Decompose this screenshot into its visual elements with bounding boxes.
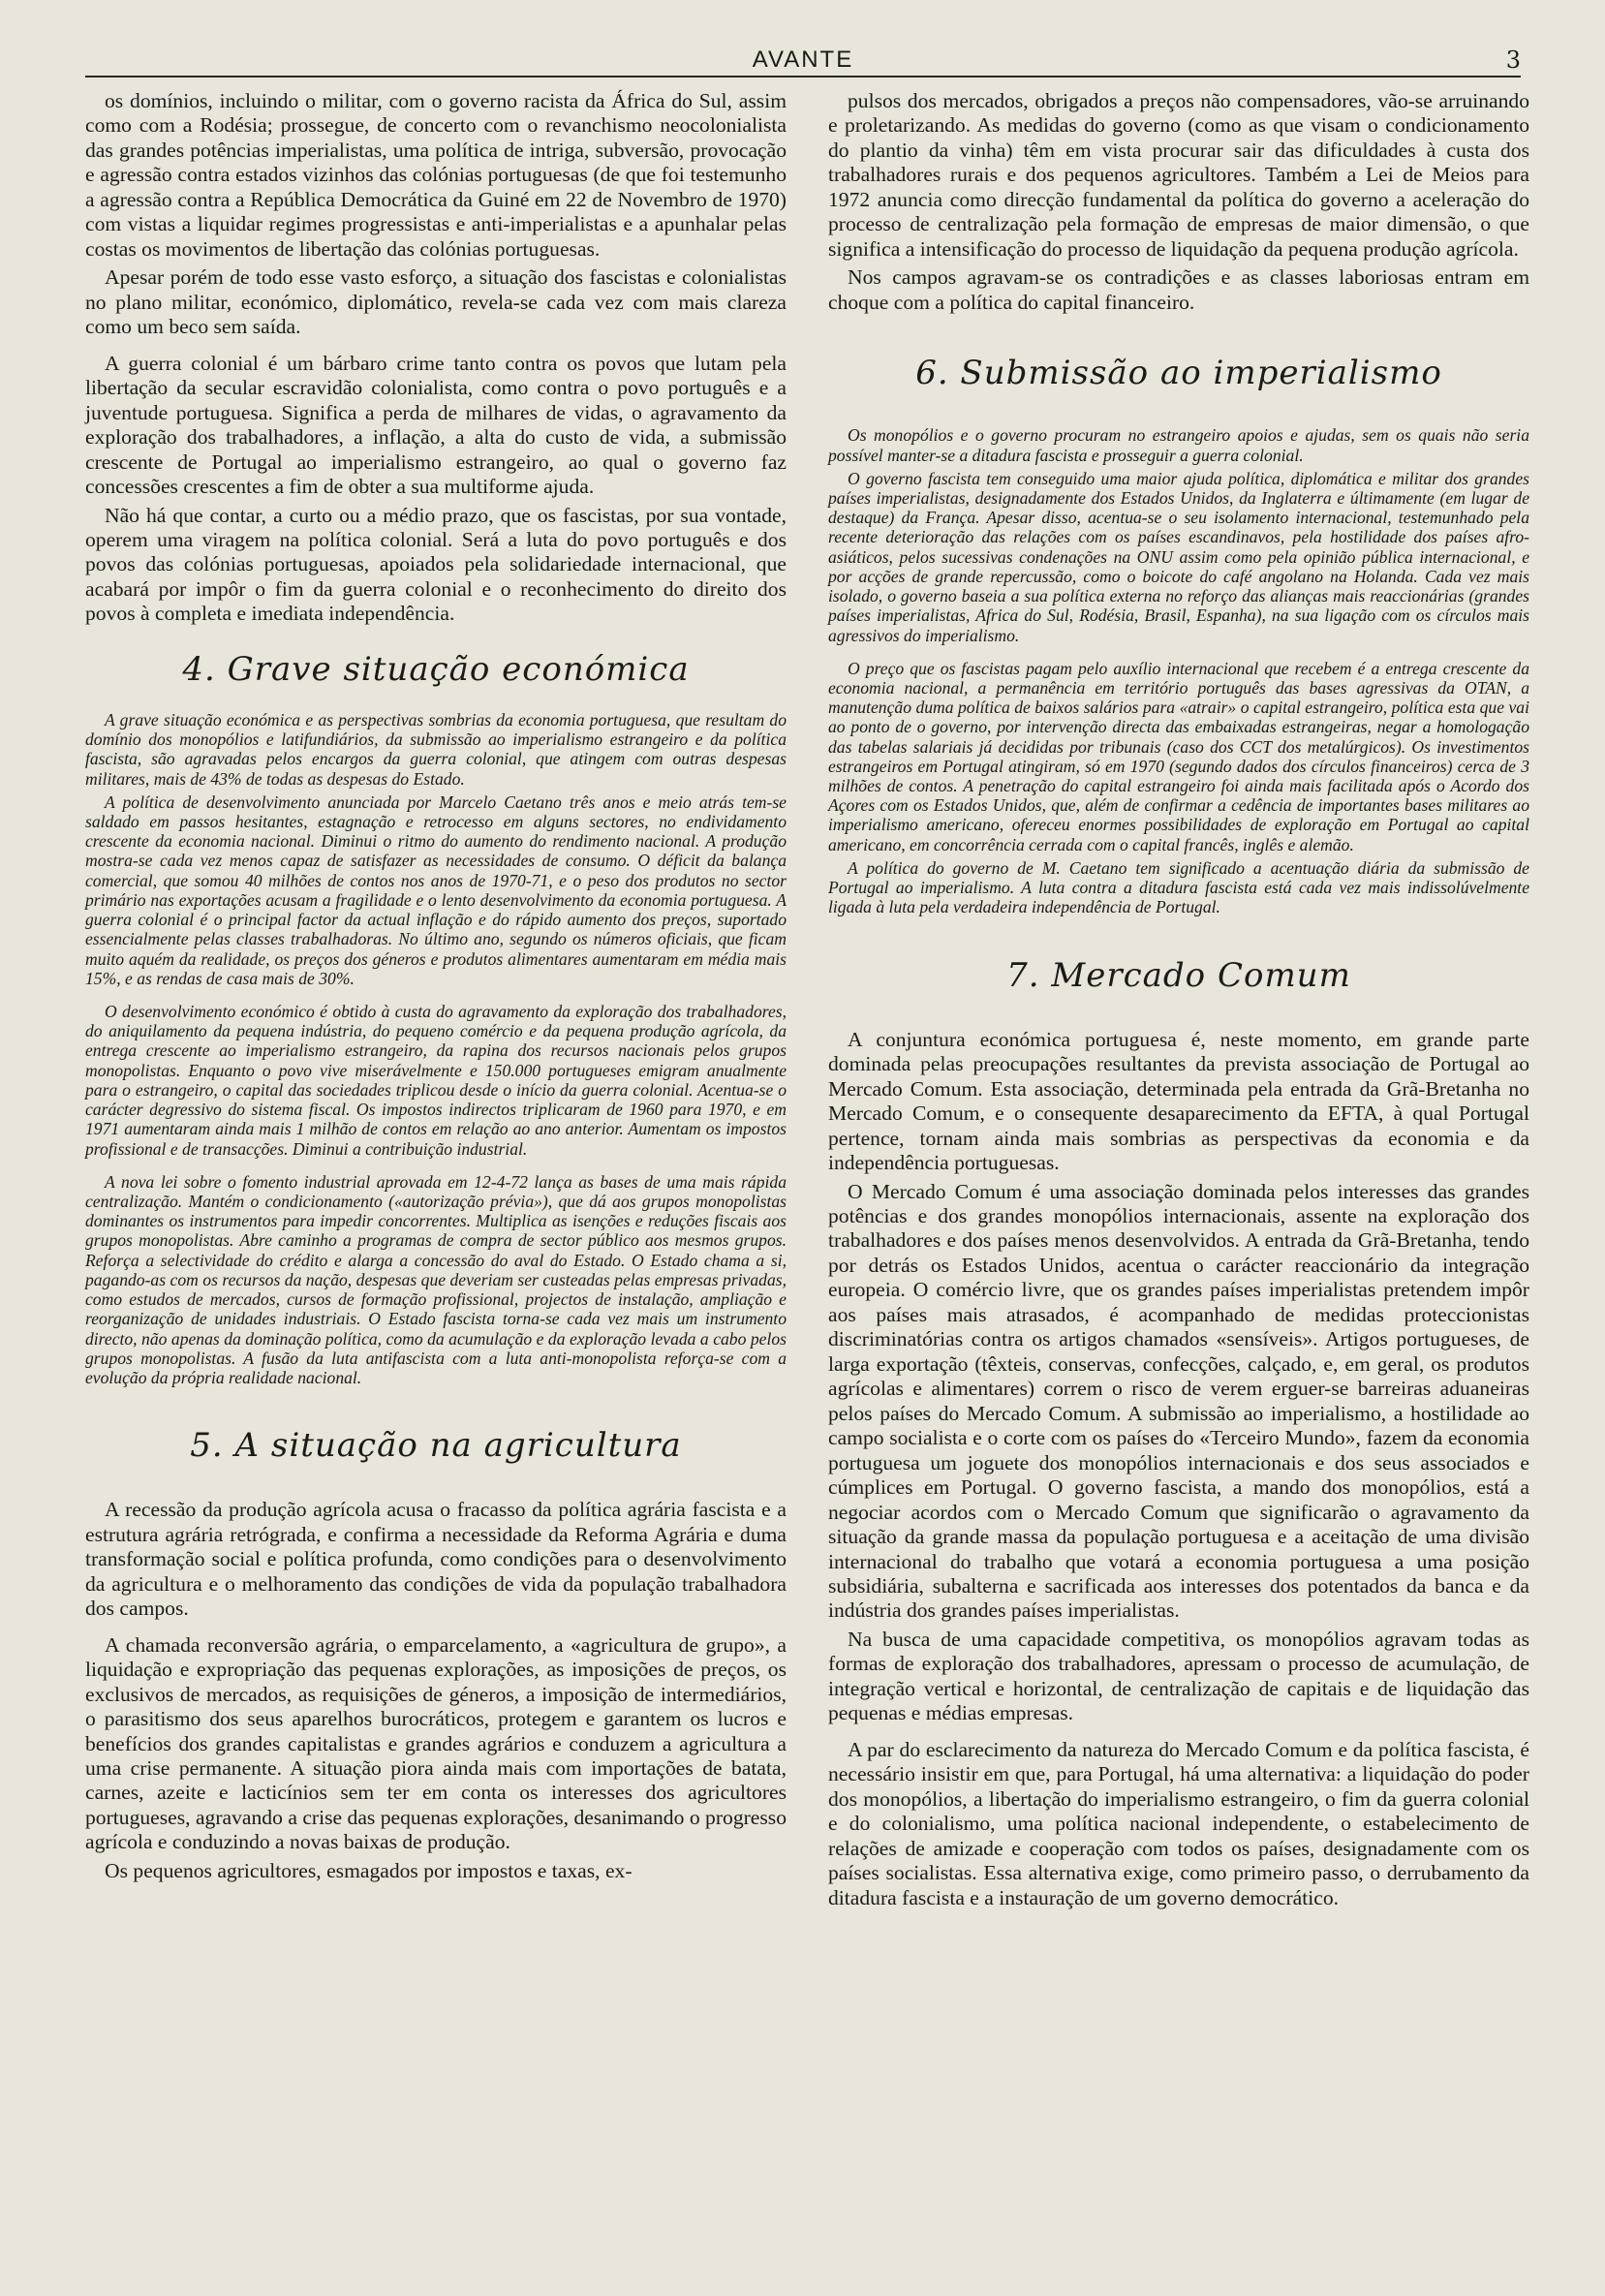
section-heading-6: 6. Submissão ao imperialismo [915,354,1442,393]
paragraph: O Mercado Comum é uma associação dominada pelos interesses das grandes potências e dos grandes monopólios internacionais, assente na exploração dos trabalhadores e dos países menos desenvolvidos. A entrada da Grã-Bretanha, tendo por detrás os Estados Unidos, acentua o carácter reaccionário da integração europeia. O comércio livre, que os grandes países imperialistas pretendem impôr aos países mais atrasados, é acompanhado de medidas proteccionistas discriminatórias contra os artigos chamados «sensíveis». Artigos portugueses, de larga exportação (têxteis, conservas, confecções, calçado, e, em geral, os produtos agrícolas e alimentares) correm o risco de verem erguer-se barreiras aduaneiras pelos países do Mercado Comum. A submissão ao imperialismo, a hostilidade ao campo socialista e o corte com os países do «Terceiro Mundo», fazem da economia portuguesa um joguete dos monopólios internacionais e dos seus associados e cúmplices em Portugal. O governo fascista, a mando dos monopólios, está a negociar acordos com o Mercado Comum que significarão o agravamento da situação da grande massa da população portuguesa e a aceitação de uma divisão internacional do trabalho que votará a economia portuguesa a uma posição subsidiária, subalterna e sacrificada aos interesses dos potentados da banca e da indústria dos grandes países imperialistas. [828,1179,1529,1623]
page-header [85,47,1521,78]
paragraph: pulsos dos mercados, obrigados a preços não compensadores, vão-se arruinando e proletarizando. As medidas do governo (como as que visam o condicionamento do plantio da vinha) têm em vista procurar sair das dificuldades à custa dos trabalhadores rurais e dos pequenos agricultores. Também a Lei de Meios para 1972 anuncia como direcção fundamental da política do governo a aceleração do processo de centralização pela formação de empresas de maior dimensão, o que significa a intensificação do processo de liquidação da pequena produção agrícola. [828,89,1529,261]
section-heading-5: 5. A situação na agricultura [190,1426,682,1466]
page-number: 3 [1505,47,1521,74]
paragraph: Apesar porém de todo esse vasto esforço, a situação dos fascistas e colonialistas no plano militar, económico, diplomático, revela-se cada vez com mais clareza como um beco sem saída. [85,265,787,339]
left-column [85,89,787,1887]
italic-block [828,425,1529,916]
italic-paragraph: A política de desenvolvimento anunciada por Marcelo Caetano três anos e meio atrás tem-se saldado em passos hesitantes, estagnação e retrocesso em alguns sectores, no endividamento crescente da economia nacional. Diminui o ritmo do aumento do rendimento nacional. A produção mostra-se cada vez menos capaz de satisfazer as necessidades de consumo. O déficit da balança comercial, que somou 40 milhões de contos nos anos de 1970-71, e o peso dos produtos no sector primário nas exportações acusam a fragilidade e o lento desenvolvimento da economia portuguesa. A guerra colonial é o principal factor da actual inflação e do rápido aumento dos preços, suportado essencialmente pelas classes trabalhadoras. No último ano, segundo os números oficiais, que ficam muito aquém da realidade, os preços dos géneros e produtos alimentares aumentaram em média mais 15%, e as rendas de casa mais de 30%. [85,791,787,988]
italic-paragraph: O desenvolvimento económico é obtido à custa do agravamento da exploração dos trabalhadores, do aniquilamento da pequena indústria, do pequeno comércio e da pequena produção agrícola, da entrega crescente ao imperialismo estrangeiro, da rapina dos recursos nacionais pelos grupos monopolistas. Enquanto o povo vive miserávelmente e 150.000 portugueses emigram anualmente para o estrangeiro, o capital das sociedades triplicou desde o início da guerra colonial. Acentua-se o carácter degressivo do sistema fiscal. Os impostos indirectos triplicaram de 1960 para 1970, e em 1971 aumentaram ainda mais 1 milhão de contos em relação ao ano anterior. Aumentam os impostos profissional e de transacções. Diminui a contribuição industrial. [85,1002,787,1159]
paragraph: A conjuntura económica portuguesa é, neste momento, em grande parte dominada pelas preocupações resultantes da prevista associação de Portugal ao Mercado Comum. Esta associação, determinada pela entrada da Grã-Bretanha no Mercado Comum, e o consequente desaparecimento da EFTA, à qual Portugal pertence, tornam ainda mais sombrias as perspectivas da economia e da independência portuguesas. [828,1027,1529,1175]
italic-paragraph: A grave situação económica e as perspectivas sombrias da economia portuguesa, que resultam do domínio dos monopólios e latifundiários, da submissão ao imperialismo estrangeiro e da política fascista, são agravadas pelos encargos da guerra colonial, que atingem com outras despesas militares, mais de 43% de todas as despesas do Estado. [85,709,787,789]
paragraph: Nos campos agravam-se os contradições e as classes laboriosas entram em choque com a política do capital financeiro. [828,265,1529,314]
paragraph: Os pequenos agricultores, esmagados por impostos e taxas, ex- [105,1858,633,1882]
publication-title: AVANTE [752,47,854,73]
italic-paragraph: Os monopólios e o governo procuram no estrangeiro apoios e ajudas, sem os quais não seria possível manter-se a ditadura fascista e prosseguir a guerra colonial. [828,425,1529,465]
paragraph: Na busca de uma capacidade competitiva, os monopólios agravam todas as formas de exploração dos trabalhadores, apressam o processo de acumulação, de integração vertical e horizontal, de centralização de capitais e de liquidação das pequenas e médias empresas. [828,1627,1529,1725]
paragraph: os domínios, incluindo o militar, com o governo racista da África do Sul, assim como com a Rodésia; prossegue, de concerto com o revanchismo neocolonialista das grandes potências imperialistas, uma política de intriga, subversão, provocação e agressão contra estados vizinhos das colónias portuguesas (de que foi testemunho a agressão contra a República Democrática da Guiné em 22 de Novembro de 1970) com vistas a liquidar regimes progressistas e anti-imperialistas e a apunhalar pelas costas os movimentos de libertação das colónias portuguesas. [85,89,787,261]
paragraph: Não há que contar, a curto ou a médio prazo, que os fascistas, por sua vontade, operem uma viragem na política colonial. Será a luta do povo português e dos povos das colónias portuguesas, apoiados pela solidariedade internacional, que acabará por impôr o fim da guerra colonial e o reconhecimento do direito dos povos à completa e imediata independência. [85,503,787,626]
paragraph: A guerra colonial é um bárbaro crime tanto contra os povos que lutam pela libertação da secular escravidão colonialista, como contra o povo português e a juventude portuguesa. Significa a perda de milhares de vidas, o agravamento da exploração dos trabalhadores, a inflação, a alta do custo de vida, a submissão crescente de Portugal ao imperialismo estrangeiro, ao qual o governo faz concessões crescentes a fim de obter a sua multiforme ajuda. [85,351,787,499]
italic-paragraph: A nova lei sobre o fomento industrial aprovada em 12-4-72 lança as bases de uma mais rápida centralização. Mantém o condicionamento («autorização prévia»), que dá aos grupos monopolistas dominantes os instrumentos para impedir concorrentes. Multiplica as isenções e reduções fiscais aos grupos monopolistas. Abre caminho a programas de compra de sector público aos mesmos grupos. Reforça a selectividade do crédito e alarga a concessão do aval do Estado. O Estado chama a si, pagando-as com os recursos da nação, despesas que deveriam ser custeadas pelas empresas privadas, como estudos de mercados, cursos de formação profissional, projectos de instalação, ampliação e reorganização de unidades industriais. O Estado fascista torna-se cada vez mais um instrumento directo, não apenas da dominação política, como da acumulação e da exploração levada a cabo pelos grupos monopolistas. A fusão da luta antifascista com a luta anti-monopolista reforça-se com a evolução da própria realidade nacional. [85,1171,787,1387]
paragraph: A chamada reconversão agrária, o emparcelamento, a «agricultura de grupo», a liquidação e expropriação das pequenas explorações, as imposições de preços, os exclusivos de mercados, as requisições de géneros, a imposição de intermediários, o parasitismo dos seus aparelhos burocráticos, protegem e garantem os lucros e benefícios dos grandes capitalistas e grandes agrários e conduzem a agricultura a uma crise permanente. A situação piora ainda mais com importações de batata, carnes, azeite e lacticínios sem ter em conta os interesses dos agricultores portugueses, agravando a crise das pequenas explorações, desanimando o progresso agrícola e conduzindo a novas baixas de produção. [85,1632,787,1854]
paragraph: A par do esclarecimento da natureza do Mercado Comum e da política fascista, é necessário insistir em que, para Portugal, há uma alternativa: a liquidação do poder dos monopólios, a libertação do imperialismo estrangeiro, o fim da guerra colonial e do colonialismo, uma política nacional independente, o estabelecimento de relações de amizade e cooperação com todos os países, designadamente com os países socialistas. Essa alternativa exige, como primeiro passo, o derrubamento da ditadura fascista e a instauração de um governo democrático. [828,1737,1529,1909]
section-heading-4: 4. Grave situação económica [182,649,690,689]
italic-block [85,710,787,1387]
right-column [828,89,1529,1914]
paragraph: A recessão da produção agrícola acusa o fracasso da política agrária fascista e a estrutura agrária retrógrada, e confirma a necessidade da Reforma Agrária e duma transformação social e política profunda, como condições para o desenvolvimento da agricultura e o melhoramento das condições de vida da população trabalhadora dos campos. [85,1498,787,1621]
italic-paragraph: O preço que os fascistas pagam pelo auxílio internacional que recebem é a entrega crescente da economia nacional, a permanência em território português das bases agressivas da OTAN, a manutenção duma política de baixos salários para «atrair» o capital estrangeiro, política esta que vai ao ponto de o governo, por intervenção directa das embaixadas estrangeiras, negar a homologação das tabelas salariais já decididas por tribunais (caso dos CCT dos metalúrgicos). Os investimentos estrangeiros em Portugal atingiram, só em 1970 (segundo dados dos círculos financeiros) cerca de 3 milhões de contos. A penetração do capital estrangeiro foi ainda mais facilitada após o Acordo dos Açores com os Estados Unidos, que, além de confirmar a cedência de importantes bases militares ao imperialismo americano, ofereceu enormes possibilidades de exploração em Portugal ao capital americano, em concorrência cerrada com o capital francês, inglês e alemão. [828,658,1529,854]
italic-paragraph: A política do governo de M. Caetano tem significado a acentuação diária da submissão de Portugal ao imperialismo. A luta contra a ditadura fascista está cada vez mais indissolúvelmente ligada à luta pela verdadeira independência de Portugal. [828,857,1529,917]
italic-paragraph: O governo fascista tem conseguido uma maior ajuda política, diplomática e militar dos grandes países imperialistas, designadamente dos Estados Unidos, da Inglaterra e últimamente (em lugar de destaque) da França. Apesar disso, acentua-se o seu isolamento internacional, testemunhado pela recente deterioração das relações com os países escandinavos, pela hostilidade dos países afro-asiáticos, pelos sucessivas condenações na ONU assim como pela opinião pública internacional, e por acções de grande repercussão, como o boicote do café angolano na Holanda. Cada vez mais isolado, o governo baseia a sua política externa no reforço das alianças mais reaccionárias (grandes países imperialistas, Africa do Sul, Rodésia, Brasil, Espanha), na sua ligação com os círculos mais agressivos do imperialismo. [828,468,1529,645]
section-heading-7: 7. Mercado Comum [1006,955,1351,995]
